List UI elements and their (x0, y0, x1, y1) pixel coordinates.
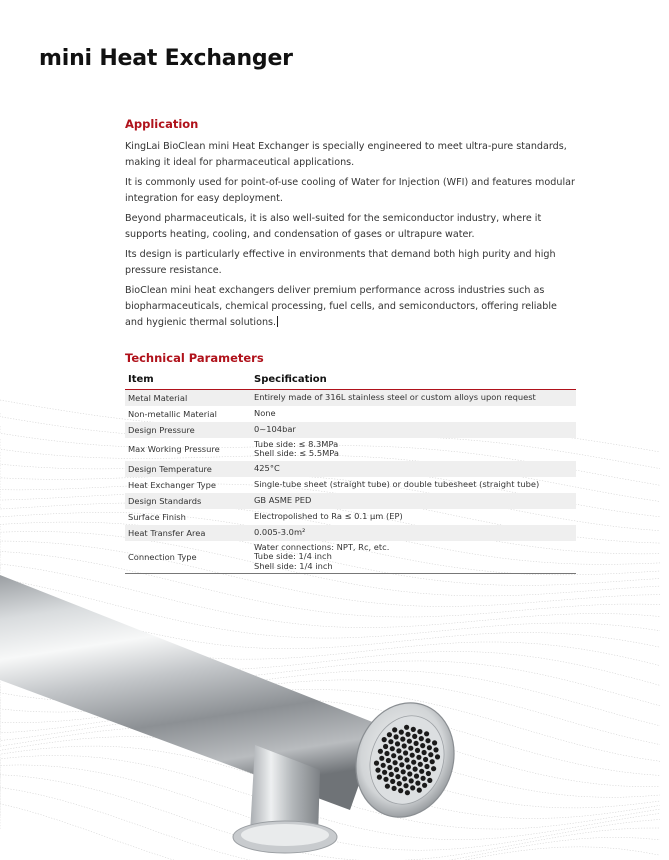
tube-hole (411, 727, 416, 732)
tube-hole (407, 771, 412, 776)
tube-hole (398, 788, 403, 793)
tube-hole (419, 736, 424, 741)
tube-hole (412, 734, 417, 739)
tube-hole (393, 760, 398, 765)
tube-hole (402, 743, 407, 748)
table-header-row (125, 371, 576, 390)
parameter-item: Max Working Pressure (128, 444, 220, 454)
parameter-specification (251, 438, 576, 461)
specification-line: Entirely made of 316L stainless steel or custom alloys upon request (254, 392, 536, 402)
parameter-specification (251, 461, 576, 477)
specification-line: Water connections: NPT, Rc, etc. (254, 541, 390, 552)
tube-hole (407, 739, 412, 744)
tube-hole (431, 766, 436, 771)
tube-hole (420, 743, 425, 748)
tube-hole (388, 739, 393, 744)
tube-hole (405, 732, 410, 737)
page-title: mini Heat Exchanger (39, 46, 293, 71)
tube-hole (413, 767, 418, 772)
parameter-item: Design Temperature (125, 461, 251, 477)
application-paragraph-4: Its design is particularly effective in environments that demand both high purity and high pressure resistance. (125, 249, 556, 276)
tube-hole (386, 758, 391, 763)
tube-hole (409, 778, 414, 783)
tube-hole (435, 754, 440, 759)
tube-hole (433, 747, 438, 752)
tube-hole (378, 749, 383, 754)
table-row (125, 509, 576, 525)
tube-hole (382, 737, 387, 742)
content-column (125, 117, 577, 574)
tube-hole (399, 762, 404, 767)
technical-parameters-table (125, 371, 576, 574)
specification-line: Shell side: ≤ 5.5MPa (254, 448, 339, 458)
tube-hole (427, 745, 432, 750)
tube-hole (417, 788, 422, 793)
tube-hole (398, 755, 403, 760)
tube-hole (419, 769, 424, 774)
parameter-item: Design Pressure (125, 422, 251, 438)
tube-hole (375, 768, 380, 773)
parameter-item: Heat Exchanger Type (128, 479, 216, 490)
parameter-item: Heat Transfer Area (125, 525, 251, 541)
tube-hole (383, 777, 388, 782)
tube-hole (406, 764, 411, 769)
tube-hole (411, 760, 416, 765)
tube-hole (425, 738, 430, 743)
tube-hole (414, 774, 419, 779)
text-cursor (277, 316, 278, 327)
tube-hole (424, 731, 429, 736)
tube-hole (430, 759, 435, 764)
tube-hole (403, 783, 408, 788)
table-row (125, 525, 576, 541)
tube-hole (404, 725, 409, 730)
tube-hole (390, 779, 395, 784)
tube-hole (418, 762, 423, 767)
tube-hole (381, 763, 386, 768)
specification-line: None (254, 407, 276, 418)
table-row (125, 406, 576, 422)
parameter-item: Surface Finish (128, 511, 186, 522)
tube-hole (384, 751, 389, 756)
tube-hole (416, 755, 421, 760)
parameter-specification (251, 406, 576, 422)
tube-hole (428, 752, 433, 757)
parameter-specification (251, 493, 576, 509)
tube-hole (377, 775, 382, 780)
application-paragraph-2: It is commonly used for point-of-use cooling of Water for Injection (WFI) and features modular integration for easy deployment. (125, 177, 575, 204)
parameter-specification (251, 390, 576, 406)
tube-hole (405, 790, 410, 795)
tube-hole (414, 741, 419, 746)
table-row (125, 422, 576, 438)
table-row (125, 477, 576, 493)
table-row (125, 493, 576, 509)
parameter-item: Metal Material (125, 390, 251, 406)
tube-hole (421, 776, 426, 781)
tube-hole (397, 781, 402, 786)
specification-line: 0.005-3.0m² (254, 526, 306, 537)
tube-hole (422, 750, 427, 755)
tube-hole (403, 750, 408, 755)
parameter-specification (251, 477, 576, 493)
table-row (125, 541, 576, 574)
tube-hole (392, 786, 397, 791)
tube-hole (400, 737, 405, 742)
parameter-item: Design Standards (125, 493, 251, 509)
heat-exchanger-image (0, 555, 669, 860)
table-row (125, 390, 576, 406)
application-heading: Application (125, 117, 199, 131)
tube-hole (415, 748, 420, 753)
tube-hole (395, 774, 400, 779)
specification-line: GB ASME PED (254, 494, 312, 505)
tube-hole (415, 781, 420, 786)
tube-hole (402, 776, 407, 781)
tube-hole (387, 765, 392, 770)
specification-line: 0~104bar (254, 423, 296, 434)
parameter-specification (251, 525, 576, 541)
tube-hole (426, 771, 431, 776)
specification-line: Tube side: ≤ 8.3MPa (254, 438, 339, 449)
application-paragraph-3: Beyond pharmaceuticals, it is also well-suited for the semiconductor industry, where it supports heating, cooling, and condensation of gases or ultrapure water. (125, 213, 542, 240)
tube-hole (401, 769, 406, 774)
tube-hole (410, 753, 415, 758)
technical-parameters-heading: Technical Parameters (125, 351, 264, 365)
tube-hole (379, 756, 384, 761)
tube-hole (394, 734, 399, 739)
tube-hole (387, 732, 392, 737)
tube-hole (392, 727, 397, 732)
parameter-specification (251, 422, 576, 438)
specification-line: Shell side: 1/4 inch (254, 560, 333, 571)
tube-hole (394, 767, 399, 772)
table-row (125, 461, 576, 477)
tube-hole (382, 770, 387, 775)
parameter-item: Non-metallic Material (128, 408, 217, 419)
parameter-specification (251, 509, 576, 525)
tube-hole (391, 753, 396, 758)
tube-hole (408, 746, 413, 751)
tube-hole (390, 746, 395, 751)
tube-hole (396, 748, 401, 753)
tube-hole (417, 729, 422, 734)
tube-hole (422, 783, 427, 788)
parameter-item: Connection Type (125, 541, 251, 574)
tube-hole (427, 778, 432, 783)
tube-hole (385, 784, 390, 789)
tube-hole (404, 757, 409, 762)
specification-line: Single-tube sheet (straight tube) or double tubesheet (straight tube) (254, 478, 540, 489)
column-header-item: Item (125, 371, 251, 390)
column-header-specification: Specification (251, 371, 576, 390)
application-paragraph-5[interactable]: BioClean mini heat exchangers deliver premium performance across industries such as biopharmaceuticals, chemical processing, fuel cells, and semiconductors, offering reliable and hygienic thermal solutions. (125, 285, 557, 328)
table-row (125, 438, 576, 461)
tube-hole (424, 764, 429, 769)
specification-line: 425°C (254, 462, 280, 473)
parameter-specification (251, 541, 576, 574)
tube-hole (432, 740, 437, 745)
tube-hole (374, 761, 379, 766)
tube-hole (383, 744, 388, 749)
tube-hole (389, 772, 394, 777)
specification-line: Electropolished to Ra ≤ 0.1 μm (EP) (254, 510, 403, 521)
tube-hole (423, 757, 428, 762)
tube-hole (399, 730, 404, 735)
tube-hole (410, 785, 415, 790)
application-paragraph-1: KingLai BioClean mini Heat Exchanger is specially engineered to meet ultra-pure standards, making it ideal for pharmaceutical applications. (125, 141, 567, 168)
specification-line: Tube side: 1/4 inch (254, 551, 332, 561)
tube-hole (395, 741, 400, 746)
